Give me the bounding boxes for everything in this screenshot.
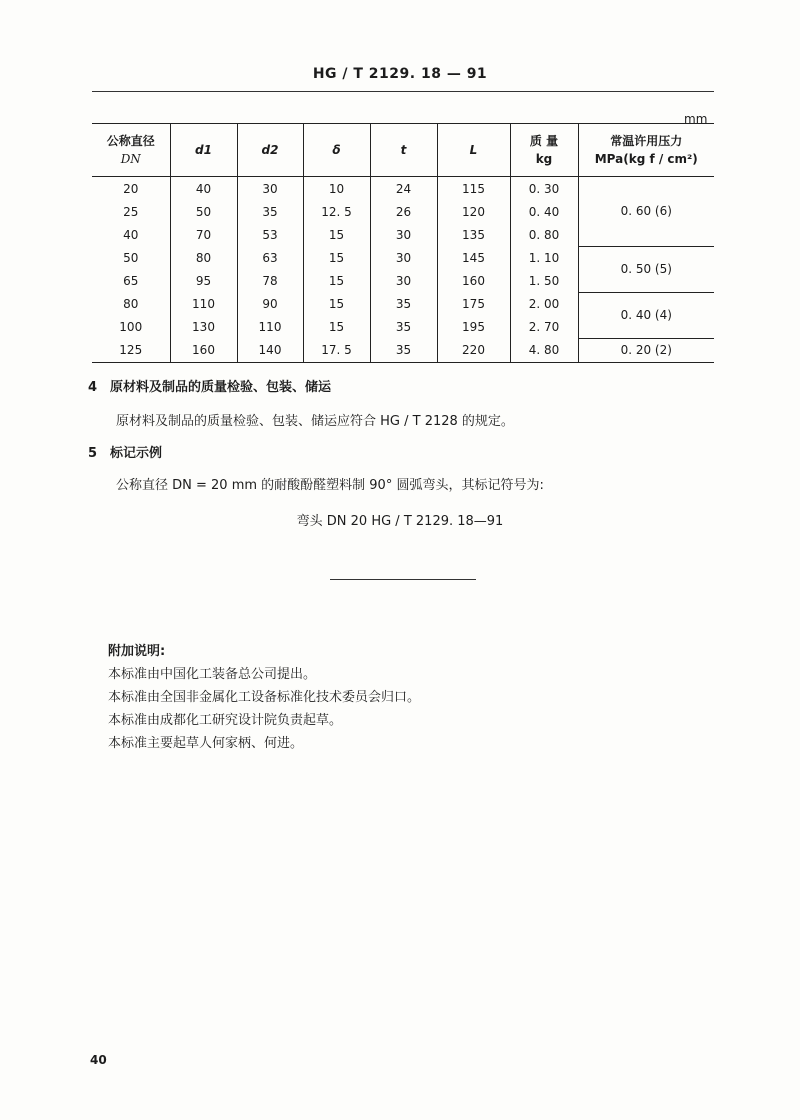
cell-delta: 15 — [303, 246, 370, 269]
page-number: 40 — [90, 1053, 107, 1067]
header-pressure-unit: MPa(kg f / cm²) — [594, 152, 698, 166]
cell-t: 26 — [370, 200, 437, 223]
cell-d2: 35 — [237, 200, 303, 223]
cell-d1: 160 — [170, 338, 237, 362]
cell-dn: 100 — [119, 319, 143, 334]
cell-d2: 78 — [237, 269, 303, 292]
cell-mass: 0. 30 — [510, 177, 578, 201]
cell-L: 175 — [437, 292, 510, 315]
cell-L: 135 — [437, 223, 510, 246]
cell-dn: 125 — [92, 338, 170, 362]
header-delta: δ — [303, 124, 370, 177]
notes-line: 本标准由成都化工研究设计院负责起草。 — [108, 713, 343, 728]
cell-delta: 17. 5 — [303, 338, 370, 362]
header-pressure-label: 常温许用压力 — [610, 134, 683, 148]
cell-mass: 0. 40 — [510, 200, 578, 223]
table-row — [92, 292, 714, 315]
cell-dn: 40 — [123, 227, 139, 242]
table-unit: mm — [684, 112, 708, 126]
cell-d1: 40 — [170, 177, 237, 201]
cell-dn: 20 — [123, 181, 139, 196]
cell-mass: 1. 50 — [510, 269, 578, 292]
notes-title: 附加说明: — [108, 644, 166, 659]
cell-mass: 2. 70 — [510, 315, 578, 338]
cell-d2: 53 — [237, 223, 303, 246]
header-mass — [510, 124, 578, 177]
cell-d2: 90 — [237, 292, 303, 315]
cell-pressure: 0. 40 (4) — [578, 292, 714, 338]
section-4-title: 原材料及制品的质量检验、包装、储运 — [110, 380, 332, 395]
cell-delta: 15 — [303, 223, 370, 246]
cell-t: 24 — [370, 177, 437, 201]
cell-L: 160 — [437, 269, 510, 292]
cell-d1: 110 — [170, 292, 237, 315]
dimension-table — [92, 123, 714, 363]
header-dn — [92, 124, 170, 177]
header-rule — [92, 91, 714, 92]
cell-d2: 110 — [237, 315, 303, 338]
notes-line: 本标准主要起草人何家柄、何进。 — [108, 736, 304, 751]
cell-L: 115 — [437, 177, 510, 201]
cell-delta: 10 — [303, 177, 370, 201]
table-header-row — [92, 124, 714, 177]
cell-delta: 12. 5 — [303, 200, 370, 223]
cell-d1: 130 — [170, 315, 237, 338]
cell-t: 35 — [370, 315, 437, 338]
cell-L: 195 — [437, 315, 510, 338]
cell-d2: 140 — [237, 338, 303, 362]
cell-d2: 63 — [237, 246, 303, 269]
cell-delta: 15 — [303, 269, 370, 292]
header-pressure — [578, 124, 714, 177]
table-row — [92, 177, 714, 201]
header-L: L — [437, 124, 510, 177]
header-dn-label: 公称直径 — [106, 134, 155, 148]
marking-example: 弯头 DN 20 HG / T 2129. 18—91 — [296, 514, 504, 529]
cell-L: 120 — [437, 200, 510, 223]
cell-pressure: 0. 50 (5) — [578, 246, 714, 292]
cell-L: 145 — [437, 246, 510, 269]
section-5-title: 标记示例 — [110, 446, 163, 461]
cell-delta: 15 — [303, 292, 370, 315]
cell-delta: 15 — [303, 315, 370, 338]
section-4-number: 4 — [88, 380, 98, 395]
end-rule — [330, 579, 476, 580]
section-5-number: 5 — [88, 446, 98, 461]
cell-t: 30 — [370, 269, 437, 292]
section-5-heading — [88, 442, 162, 461]
cell-t: 30 — [370, 223, 437, 246]
table-row — [92, 246, 714, 269]
cell-t: 30 — [370, 246, 437, 269]
header-t: t — [370, 124, 437, 177]
standard-code-header: HG / T 2129. 18 — 91 — [312, 66, 488, 82]
cell-d2: 30 — [237, 177, 303, 201]
cell-dn: 65 — [123, 273, 139, 288]
cell-pressure: 0. 60 (6) — [578, 177, 714, 247]
notes-line: 本标准由中国化工装备总公司提出。 — [108, 667, 317, 682]
header-d2: d2 — [237, 124, 303, 177]
additional-notes — [108, 640, 420, 755]
cell-L: 220 — [437, 338, 510, 362]
cell-d1: 95 — [170, 269, 237, 292]
cell-mass: 4. 80 — [510, 338, 578, 362]
section-5-body: 公称直径 DN = 20 mm 的耐酸酚醛塑料制 90° 圆弧弯头，其标记符号为: — [116, 478, 544, 493]
cell-dn: 80 — [123, 296, 139, 311]
table-row — [92, 338, 714, 362]
cell-pressure: 0. 20 (2) — [578, 338, 714, 362]
cell-dn: 25 — [123, 204, 139, 219]
cell-mass: 2. 00 — [510, 292, 578, 315]
header-mass-unit: kg — [535, 152, 553, 166]
header-dn-symbol: DN — [120, 152, 141, 166]
cell-mass: 0. 80 — [510, 223, 578, 246]
cell-t: 35 — [370, 338, 437, 362]
header-d1: d1 — [170, 124, 237, 177]
section-4-heading — [88, 376, 331, 395]
cell-t: 35 — [370, 292, 437, 315]
cell-dn: 50 — [123, 250, 139, 265]
cell-mass: 1. 10 — [510, 246, 578, 269]
section-4-body: 原材料及制品的质量检验、包装、储运应符合 HG / T 2128 的规定。 — [116, 414, 514, 429]
cell-d1: 70 — [170, 223, 237, 246]
cell-d1: 50 — [170, 200, 237, 223]
cell-d1: 80 — [170, 246, 237, 269]
header-mass-label: 质 量 — [529, 134, 559, 148]
notes-line: 本标准由全国非金属化工设备标准化技术委员会归口。 — [108, 690, 421, 705]
